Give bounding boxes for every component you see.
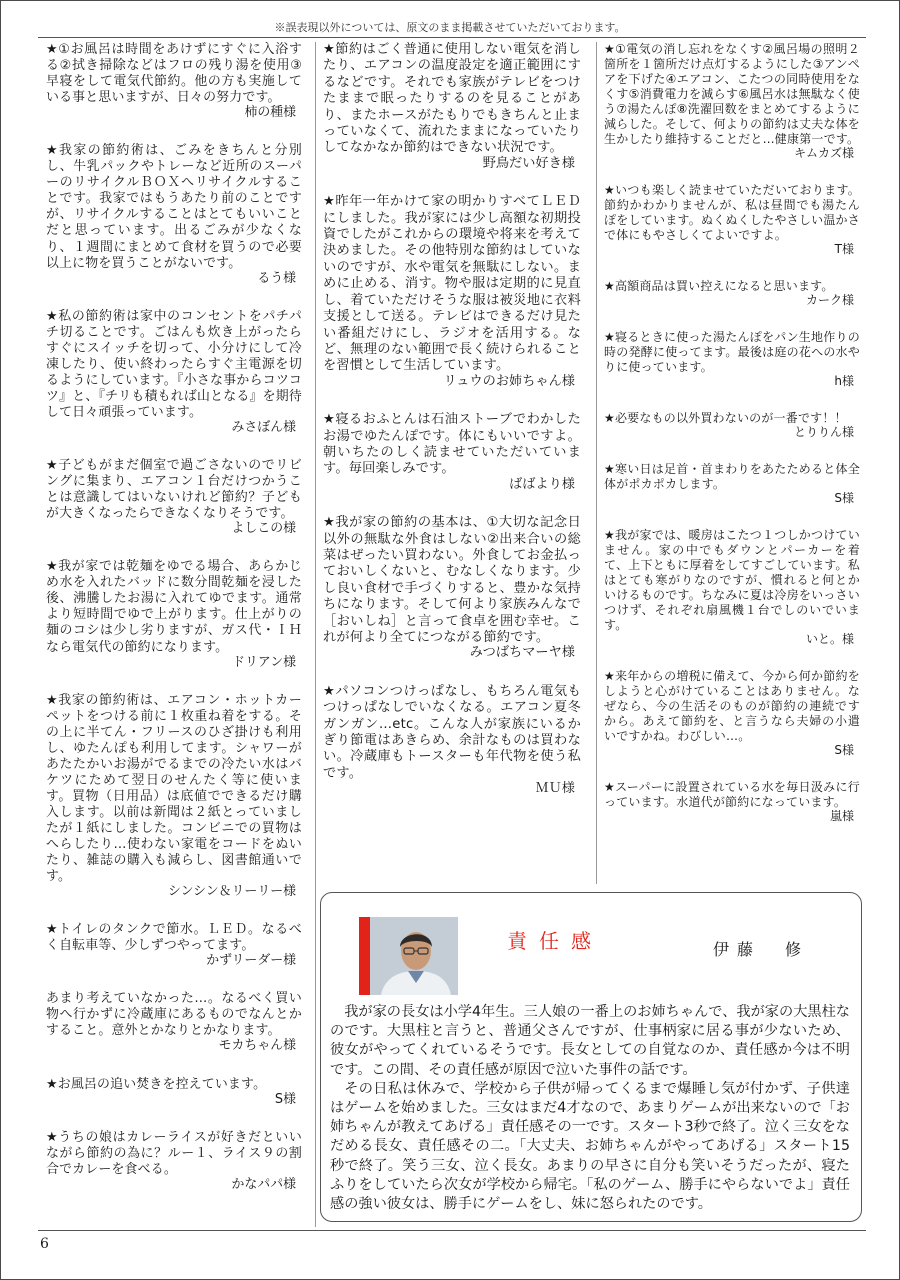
reader-tip-text: ★うちの娘はカレーライスが好きだといいながら節約の為に？ルー１、ライス９の割合でカレーを食べる。 bbox=[46, 1129, 302, 1177]
column-divider-1 bbox=[315, 42, 316, 1227]
essay-body bbox=[330, 1003, 850, 1214]
reader-tip bbox=[604, 528, 860, 647]
reader-tip-author: かずリーダー様 bbox=[206, 953, 296, 969]
reader-tip-text: あまり考えていなかった…。なるべく買い物へ行かずに冷蔵庫にあるものでなんとかすること。意外とかなりとかなります。 bbox=[46, 991, 302, 1039]
reader-tip-text: ★寒い日は足首・首まわりをあたためると体全体がポカポカします。 bbox=[604, 462, 860, 491]
reader-tip bbox=[46, 922, 302, 969]
reader-tip bbox=[604, 462, 860, 506]
essay-author: 伊藤 修 bbox=[713, 940, 810, 959]
reader-tip bbox=[46, 559, 302, 670]
reader-tip-text: ★高額商品は買い控えになると思います。 bbox=[604, 279, 834, 293]
reader-tip bbox=[46, 458, 302, 537]
essay-title: 責任感 bbox=[507, 929, 603, 953]
reader-tip-author: リュウのお姉ちゃん様 bbox=[443, 373, 575, 389]
reader-tip-author: ＭＵ様 bbox=[535, 781, 575, 797]
reader-tip bbox=[604, 780, 860, 824]
reader-tip-text: ★我が家の節約の基本は、①大切な記念日以外の無駄な外食はしない②出来合いの総菜はぜったい買わない。外食してお金払っておいしくないと、むなしくなります。少し良い食材で手づくりすると、豊かな気持ちになります。そして何より家族みんなで［おいしね］と言って食卓を囲む幸せ。これが何より全てにつながる節約です。 bbox=[323, 515, 581, 645]
reader-tip bbox=[323, 42, 581, 172]
author-portrait-icon bbox=[359, 917, 458, 995]
reader-tip bbox=[323, 412, 581, 493]
reader-tip-text: ★我が家では乾麺をゆでる場合、あらかじめ水を入れたバッドに数分間乾麺を浸した後、沸騰したお湯に入れてゆでます。通常より短時間でゆで上がります。仕上がりの麺のコシは少し劣りますが、ガス代・ＩＨなら電気代の節約になります。 bbox=[46, 559, 302, 655]
reader-tip-author: S様 bbox=[274, 1091, 296, 1107]
bottom-rule bbox=[38, 1230, 866, 1231]
reader-tip-text: ★寝るおふとんは石油ストーブでわかしたお湯でゆたんぽです。体にもいいですよ。朝いちたのしく読ませていただいています。毎回楽しみです。 bbox=[323, 412, 581, 477]
essay-paragraph: 我が家の長女は小学4年生。三人娘の一番上のお姉ちゃんで、我が家の大黒柱なのです。大黒柱と言うと、普通父さんですが、仕事柄家に居る事が少ないため、彼女がやってくれているそうです。長女としての自覚なのか、責任感か今は不明です。この間、その責任感が原因で泣いた事件の話です。 bbox=[330, 1004, 850, 1078]
essay-paragraph: その日私は休みで、学校から子供が帰ってくるまで爆睡し気が付かず、子供達はゲームを始めました。三女はまだ4才なので、あまりゲームが出来ないので「お姉ちゃんが教えてあげる」責任感その一です。スタート3秒で終了。泣く三女をなだめる長女、責任感その二。「大丈夫、お姉ちゃんがやってあげる」スタート15秒で終了。笑う三女、泣く長女。あまりの早さに自分も笑いそうだったが、寝たふりをしていたら次女が学校から帰宅。「私のゲーム、勝手にやらないでよ」責任感の強い彼女は、勝手にゲームをし、妹に怒られたのです。 bbox=[330, 1080, 850, 1213]
reader-tip bbox=[46, 693, 302, 901]
reader-tip-author: モカちゃん様 bbox=[218, 1038, 296, 1054]
reader-tip bbox=[604, 279, 860, 308]
reader-tip bbox=[604, 330, 860, 389]
reader-tip-author: 柿の種様 bbox=[244, 105, 296, 121]
reader-column-3 bbox=[604, 42, 860, 846]
reader-tip bbox=[46, 991, 302, 1054]
reader-tip-author: よしこの様 bbox=[231, 521, 296, 537]
reader-tip bbox=[323, 684, 581, 798]
reader-tip-text: ★寝るときに使った湯たんぽをパン生地作りの時の発酵に使ってます。最後は庭の花への水やりに使っています。 bbox=[604, 330, 860, 374]
reader-tip-text: ★トイレのタンクで節水。ＬＥＤ。なるべく自転車等、少しずつやってます。 bbox=[46, 922, 302, 954]
reader-tip bbox=[46, 1130, 302, 1193]
reader-tip-text: ★必要なもの以外買わないのが一番です！！ bbox=[604, 411, 847, 425]
reader-tip-text: ★私の節約術は家中のコンセントをパチパチ切ることです。ごはんも炊き上がったらすぐにスイッチを切って、小分けにして冷凍したり、使い終わったらすぐ主電源を切るようにしています。『小さな事からコツコツ』と、『チリも積もれば山となる』を期待して日々頑張っています。 bbox=[46, 308, 302, 420]
reader-tip-text: ★我家の節約術は、エアコン・ホットカーペットをつける前に１枚重ね着をする。その上に半てん・フリースのひざ掛けも利用し、ゆたんぽも利用してます。シャワーがあたたかいお湯がでるまでの冷たい水はバケツにためて翌日のせんたく等に使います。買物（日用品）は底値でできるだけ購入します。以前は新聞は２紙とっていましたが１紙にしました。コンビニでの買物はへらしたり…使わない家電をコードをぬいたり、雑誌の購入も減らし、図書館通いです。 bbox=[46, 692, 302, 885]
reprint-notice: ※誤表現以外については、原文のまま掲載させていただいております。 bbox=[274, 21, 626, 34]
reader-tip-author: るう様 bbox=[257, 270, 296, 286]
reader-tip-author: S様 bbox=[834, 743, 854, 757]
reader-tip-author: シンシン＆リーリー様 bbox=[168, 884, 296, 900]
author-photo bbox=[359, 917, 458, 995]
reader-tip-text: ★我が家では、暖房はこたつ１つしかつけていません。家の中でもダウンとパーカーを着て、上下ともに厚着をしてすごしています。私はとても寒がりなのですが、慣れると何とかいけるものです。ちなみに夏は冷房をいっさいつけず、それぞれ扇風機１台でしのいでいます。 bbox=[604, 528, 860, 632]
reader-tip-text: ★来年からの増税に備えて、今から何か節約をしようと心がけていることはありません。なぜなら、今の生活そのものが節約の連続ですから。あえて節約を、と言うなら夫婦の小遣いですかね。わびしい…。 bbox=[604, 669, 860, 743]
reader-tip-author: カーク様 bbox=[805, 293, 854, 307]
reader-tip-text: ★昨年一年かけて家の明かりすべてＬＥＤにしました。我が家には少し高額な初期投資でしたがこれからの環境や将来を考えて決めました。その他特別な節約はしていないのですが、水や電気を無駄にしない。まめに止める、消す。物や服は定期的に見直し、着ていただけそうな服は被災地に衣料支援として送る。テレビはできるだけ見たい番組だけにし、ラジオを活用する。など、無理のない範囲で長く続けられることを習慣として生活しています。 bbox=[323, 194, 581, 374]
reader-tip-author: いと。様 bbox=[805, 632, 854, 646]
reader-tip bbox=[46, 143, 302, 286]
reader-tip-text: ★節約はごく普通に使用しない電気を消したり、エアコンの温度設定を適正範囲にするなどです。それでも家族がテレビをつけたままで眠ったりするのを見ることがあり、またホースがたもりでもきちんと止まっていなくて、流れたままになっていたりしてなかなか節約はできない状況です。 bbox=[323, 42, 581, 156]
reader-tip bbox=[604, 42, 860, 161]
reader-tip-text: ★①お風呂は時間をあけずにすぐに入浴する②拭き掃除などはフロの残り湯を使用③早寝をして電気代節約。他の方も実施している事と思いますが、日々の努力です。 bbox=[46, 42, 302, 106]
reader-tip-author: 野鳥だい好き様 bbox=[482, 155, 575, 171]
reader-tip-author: 嵐様 bbox=[829, 809, 854, 823]
reader-tip-author: T様 bbox=[834, 242, 854, 256]
top-rule bbox=[38, 37, 866, 38]
reader-tip bbox=[323, 194, 581, 390]
column-divider-2 bbox=[596, 42, 597, 884]
reader-column-1 bbox=[46, 42, 302, 1215]
essay-box bbox=[320, 892, 862, 1222]
reader-tip bbox=[46, 309, 302, 436]
reader-tip bbox=[46, 1077, 302, 1108]
reader-tip-text: ★お風呂の追い焚きを控えています。 bbox=[46, 1076, 267, 1092]
reader-tip-author: h様 bbox=[834, 374, 854, 388]
reader-column-2 bbox=[323, 42, 581, 820]
reader-tip-text: ★我家の節約術は、ごみをきちんと分別し、牛乳パックやトレーなど近所のスーパーのリサイクルＢＯＸへリサイクルすることです。我家ではもうあたり前のことですが、リサイクルすることはとてもいいことだと思っています。出るごみが少なくなり、１週間にまとめて食材を買うので必要以上に物を買うことがないです。 bbox=[46, 143, 302, 271]
reader-tip-author: とりりん様 bbox=[793, 425, 854, 439]
reader-tip-author: かなパパ様 bbox=[231, 1176, 296, 1192]
page-number: 6 bbox=[40, 1236, 49, 1252]
reader-tip-author: ばばより様 bbox=[509, 476, 575, 492]
reader-tip-text: ★子どもがまだ個室で過ごさないのでリビングに集まり、エアコン１台だけつかうことは意識してはいないけれど節約？子どもが大きくなったらできなくなりそうです。 bbox=[46, 458, 302, 522]
reader-tip bbox=[604, 669, 860, 758]
reader-tip bbox=[604, 183, 860, 257]
reader-tip-author: みつばちマーヤ様 bbox=[469, 645, 575, 661]
reader-tip bbox=[46, 42, 302, 121]
reader-tip-text: ★スーパーに設置されている水を毎日汲みに行っています。水道代が節約になっています。 bbox=[604, 780, 860, 809]
reader-tip-author: キムカズ様 bbox=[794, 146, 854, 160]
reader-tip-text: ★いつも楽しく読ませていただいております。節約かわかりませんが、私は昼間でも湯たんぽをしています。ぬくぬくしたやさしい温かさで体にもやさしくてよいですよ。 bbox=[604, 183, 860, 242]
reader-tip-text: ★①電気の消し忘れをなくす②風呂場の照明２箇所を１箇所だけ点灯するようにした③アンペアを下げた④エアコン、こたつの同時使用をなくす⑤消費電力を減らす⑥風呂水は無駄なく使う⑦湯たんぽ⑧洗濯回数をまとめてするように減らした。そして、何よりの節約は丈夫な体を生かしたり維持することだと…健康第一です。 bbox=[604, 42, 860, 146]
reader-tip bbox=[323, 515, 581, 662]
reader-tip-author: S様 bbox=[834, 491, 854, 505]
reader-tip-author: ドリアン様 bbox=[232, 654, 296, 670]
reader-tip-author: みさぼん様 bbox=[231, 419, 296, 435]
reader-tip bbox=[604, 411, 860, 440]
reader-tip-text: ★パソコンつけっぱなし、もちろん電気もつけっぱなしでいなくなる。エアコン夏冬ガンガン…etc。こんな人が家族にいるかぎり節電はあきらめ、余計なものは買わない。冷蔵庫もトースターも年代物を使う私です。 bbox=[323, 683, 581, 781]
